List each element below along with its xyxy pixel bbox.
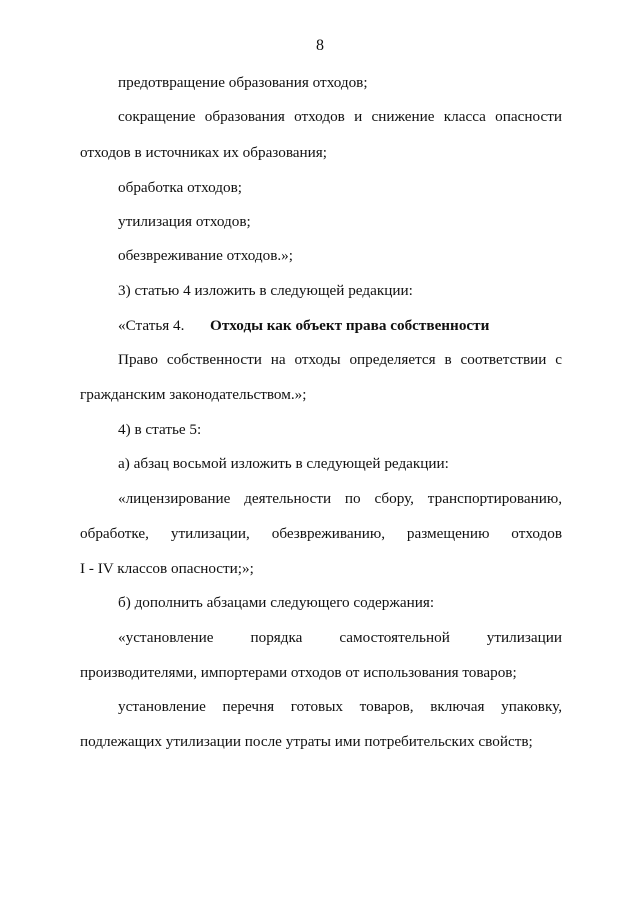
- paragraph-line: б) дополнить абзацами следующего содержания:: [118, 594, 435, 611]
- paragraph-line: обработке, утилизации, обезвреживанию, размещению отходов: [80, 525, 562, 542]
- paragraph-line: Право собственности на отходы определяется в соответствии с: [118, 351, 562, 368]
- paragraph-line: производителями, импортерами отходов от использования товаров;: [80, 664, 517, 681]
- paragraph-line: 3) статью 4 изложить в следующей редакции:: [118, 282, 413, 299]
- paragraph-line: утилизация отходов;: [118, 213, 251, 230]
- paragraph-line: установление перечня готовых товаров, включая упаковку,: [118, 698, 562, 715]
- paragraph-line: предотвращение образования отходов;: [118, 74, 368, 91]
- paragraph-line: I - IV классов опасности;»;: [80, 560, 254, 577]
- paragraph-line: «установление порядка самостоятельной утилизации: [118, 629, 562, 646]
- paragraph-line: отходов в источниках их образования;: [80, 144, 327, 161]
- paragraph-line: обработка отходов;: [118, 179, 243, 196]
- paragraph-line: гражданским законодательством.»;: [80, 386, 307, 403]
- page-number: 8: [316, 37, 324, 54]
- article-label: «Статья 4.: [118, 317, 185, 334]
- paragraph-line: сокращение образования отходов и снижение класса опасности: [118, 108, 562, 125]
- article-heading: [118, 316, 562, 336]
- paragraph-line: 4) в статье 5:: [118, 421, 202, 438]
- paragraph-line: подлежащих утилизации после утраты ими потребительских свойств;: [80, 733, 533, 750]
- paragraph-line: обезвреживание отходов.»;: [118, 247, 293, 264]
- paragraph-line: «лицензирование деятельности по сбору, транспортированию,: [118, 490, 562, 507]
- paragraph-line: а) абзац восьмой изложить в следующей редакции:: [118, 455, 449, 472]
- article-title: Отходы как объект права собственности: [210, 317, 490, 334]
